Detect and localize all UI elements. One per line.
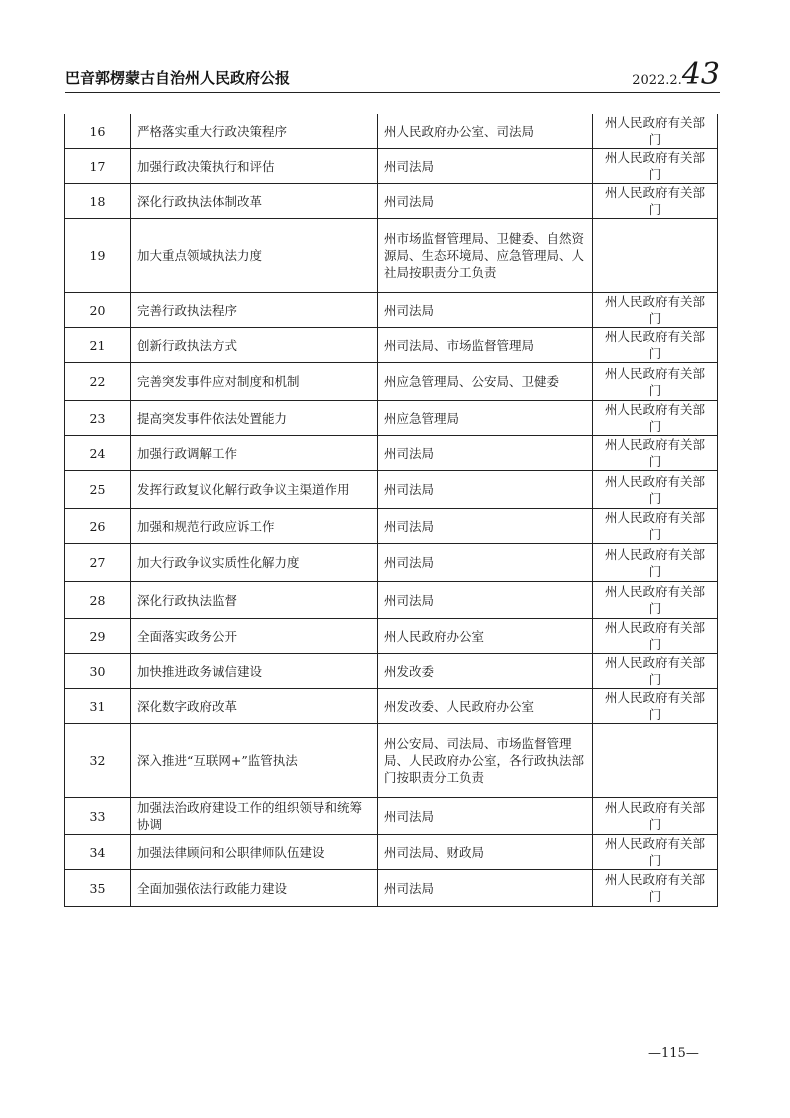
issue-date: 2022.2. bbox=[632, 73, 682, 88]
table-row bbox=[65, 509, 718, 544]
row-number: 21 bbox=[65, 328, 131, 363]
task-cell: 加强和规范行政应诉工作 bbox=[131, 509, 378, 544]
cooperating-department-cell bbox=[593, 724, 718, 798]
table-row bbox=[65, 363, 718, 401]
task-cell: 全面落实政务公开 bbox=[131, 619, 378, 654]
cooperating-department-cell: 州人民政府有关部门 bbox=[593, 544, 718, 582]
lead-department-cell: 州发改委 bbox=[378, 654, 593, 689]
lead-department-cell: 州司法局 bbox=[378, 582, 593, 619]
task-cell: 提高突发事件依法处置能力 bbox=[131, 401, 378, 436]
lead-department-cell: 州司法局、市场监督管理局 bbox=[378, 328, 593, 363]
row-number: 26 bbox=[65, 509, 131, 544]
task-cell: 加强法律顾问和公职律师队伍建设 bbox=[131, 835, 378, 870]
cooperating-department-cell: 州人民政府有关部门 bbox=[593, 582, 718, 619]
lead-department-cell: 州司法局 bbox=[378, 544, 593, 582]
row-number: 34 bbox=[65, 835, 131, 870]
cooperating-department-cell: 州人民政府有关部门 bbox=[593, 654, 718, 689]
table-row bbox=[65, 654, 718, 689]
cooperating-department-cell: 州人民政府有关部门 bbox=[593, 798, 718, 835]
task-cell: 加大重点领域执法力度 bbox=[131, 219, 378, 293]
table-row bbox=[65, 544, 718, 582]
task-cell: 发挥行政复议化解行政争议主渠道作用 bbox=[131, 471, 378, 509]
issue-number: 43 bbox=[681, 57, 720, 92]
lead-department-cell: 州司法局 bbox=[378, 293, 593, 328]
task-cell: 加强行政调解工作 bbox=[131, 436, 378, 471]
row-number: 25 bbox=[65, 471, 131, 509]
publication-title: 巴音郭楞蒙古自治州人民政府公报 bbox=[65, 69, 291, 87]
table-row bbox=[65, 582, 718, 619]
row-number: 20 bbox=[65, 293, 131, 328]
row-number: 17 bbox=[65, 149, 131, 184]
row-number: 16 bbox=[65, 114, 131, 149]
table-row bbox=[65, 328, 718, 363]
table-row bbox=[65, 293, 718, 328]
task-cell: 加大行政争议实质性化解力度 bbox=[131, 544, 378, 582]
task-cell: 深化行政执法监督 bbox=[131, 582, 378, 619]
table-row bbox=[65, 835, 718, 870]
task-table-body bbox=[65, 114, 718, 907]
issue-label bbox=[632, 57, 720, 92]
cooperating-department-cell: 州人民政府有关部门 bbox=[593, 689, 718, 724]
cooperating-department-cell: 州人民政府有关部门 bbox=[593, 114, 718, 149]
row-number: 32 bbox=[65, 724, 131, 798]
row-number: 23 bbox=[65, 401, 131, 436]
task-cell: 全面加强依法行政能力建设 bbox=[131, 870, 378, 907]
lead-department-cell: 州应急管理局、公安局、卫健委 bbox=[378, 363, 593, 401]
row-number: 35 bbox=[65, 870, 131, 907]
row-number: 27 bbox=[65, 544, 131, 582]
table-row bbox=[65, 184, 718, 219]
table-row bbox=[65, 219, 718, 293]
lead-department-cell: 州司法局、财政局 bbox=[378, 835, 593, 870]
cooperating-department-cell bbox=[593, 219, 718, 293]
row-number: 29 bbox=[65, 619, 131, 654]
lead-department-cell: 州司法局 bbox=[378, 870, 593, 907]
cooperating-department-cell: 州人民政府有关部门 bbox=[593, 471, 718, 509]
lead-department-cell: 州公安局、司法局、市场监督管理局、人民政府办公室，各行政执法部门按职责分工负责 bbox=[378, 724, 593, 798]
cooperating-department-cell: 州人民政府有关部门 bbox=[593, 401, 718, 436]
table-row bbox=[65, 870, 718, 907]
row-number: 18 bbox=[65, 184, 131, 219]
cooperating-department-cell: 州人民政府有关部门 bbox=[593, 619, 718, 654]
task-cell: 深化行政执法体制改革 bbox=[131, 184, 378, 219]
header-rule bbox=[65, 92, 720, 93]
row-number: 28 bbox=[65, 582, 131, 619]
cooperating-department-cell: 州人民政府有关部门 bbox=[593, 363, 718, 401]
page-header bbox=[65, 56, 720, 92]
table-row bbox=[65, 436, 718, 471]
table-row bbox=[65, 114, 718, 149]
lead-department-cell: 州司法局 bbox=[378, 509, 593, 544]
task-cell: 完善突发事件应对制度和机制 bbox=[131, 363, 378, 401]
task-cell: 深入推进“互联网+”监管执法 bbox=[131, 724, 378, 798]
task-cell: 创新行政执法方式 bbox=[131, 328, 378, 363]
lead-department-cell: 州人民政府办公室 bbox=[378, 619, 593, 654]
lead-department-cell: 州发改委、人民政府办公室 bbox=[378, 689, 593, 724]
row-number: 33 bbox=[65, 798, 131, 835]
row-number: 19 bbox=[65, 219, 131, 293]
row-number: 31 bbox=[65, 689, 131, 724]
cooperating-department-cell: 州人民政府有关部门 bbox=[593, 870, 718, 907]
cooperating-department-cell: 州人民政府有关部门 bbox=[593, 509, 718, 544]
lead-department-cell: 州司法局 bbox=[378, 471, 593, 509]
table-row bbox=[65, 401, 718, 436]
table-row bbox=[65, 619, 718, 654]
cooperating-department-cell: 州人民政府有关部门 bbox=[593, 184, 718, 219]
table-row bbox=[65, 798, 718, 835]
lead-department-cell: 州应急管理局 bbox=[378, 401, 593, 436]
cooperating-department-cell: 州人民政府有关部门 bbox=[593, 149, 718, 184]
task-cell: 完善行政执法程序 bbox=[131, 293, 378, 328]
task-cell: 加强行政决策执行和评估 bbox=[131, 149, 378, 184]
cooperating-department-cell: 州人民政府有关部门 bbox=[593, 436, 718, 471]
lead-department-cell: 州市场监督管理局、卫健委、自然资源局、生态环境局、应急管理局、人社局按职责分工负责 bbox=[378, 219, 593, 293]
lead-department-cell: 州司法局 bbox=[378, 436, 593, 471]
task-cell: 严格落实重大行政决策程序 bbox=[131, 114, 378, 149]
cooperating-department-cell: 州人民政府有关部门 bbox=[593, 293, 718, 328]
lead-department-cell: 州司法局 bbox=[378, 184, 593, 219]
table-row bbox=[65, 149, 718, 184]
task-cell: 加强法治政府建设工作的组织领导和统筹协调 bbox=[131, 798, 378, 835]
table-row bbox=[65, 724, 718, 798]
row-number: 24 bbox=[65, 436, 131, 471]
cooperating-department-cell: 州人民政府有关部门 bbox=[593, 835, 718, 870]
task-cell: 深化数字政府改革 bbox=[131, 689, 378, 724]
row-number: 30 bbox=[65, 654, 131, 689]
task-table bbox=[64, 114, 718, 907]
page-number: —115— bbox=[648, 1046, 699, 1061]
lead-department-cell: 州人民政府办公室、司法局 bbox=[378, 114, 593, 149]
table-row bbox=[65, 689, 718, 724]
task-cell: 加快推进政务诚信建设 bbox=[131, 654, 378, 689]
row-number: 22 bbox=[65, 363, 131, 401]
lead-department-cell: 州司法局 bbox=[378, 798, 593, 835]
cooperating-department-cell: 州人民政府有关部门 bbox=[593, 328, 718, 363]
lead-department-cell: 州司法局 bbox=[378, 149, 593, 184]
table-row bbox=[65, 471, 718, 509]
